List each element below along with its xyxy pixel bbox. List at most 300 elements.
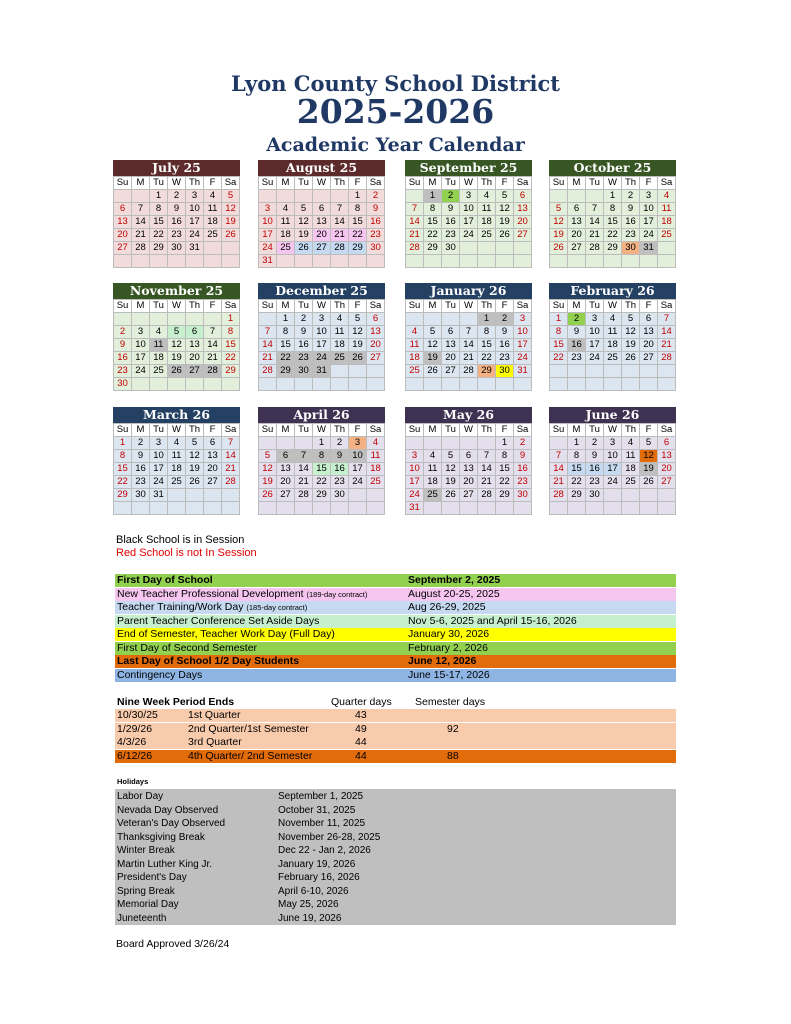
day-cell <box>478 242 496 255</box>
day-cell: 20 <box>204 463 222 476</box>
day-cell: 7 <box>204 326 222 339</box>
day-cell: 1 <box>313 437 331 450</box>
day-cell: 18 <box>622 463 640 476</box>
weekday-label: F <box>204 300 222 313</box>
day-cell: 20 <box>640 339 658 352</box>
day-cell <box>460 242 478 255</box>
key-date-row <box>115 574 676 587</box>
day-cell: 9 <box>622 203 640 216</box>
quarter-row <box>115 750 676 763</box>
month-title: September 25 <box>405 160 532 176</box>
day-cell: 21 <box>132 229 150 242</box>
day-cell: 1 <box>277 313 295 326</box>
day-cell: 23 <box>496 352 514 365</box>
day-cell: 5 <box>550 203 568 216</box>
day-cell <box>604 365 622 378</box>
weekday-label: W <box>313 300 331 313</box>
day-cell: 12 <box>168 339 186 352</box>
weekday-label: F <box>204 177 222 190</box>
holiday-row <box>115 898 676 911</box>
day-cell: 23 <box>586 476 604 489</box>
day-cell: 5 <box>640 437 658 450</box>
holiday-date: June 19, 2026 <box>278 912 342 924</box>
holiday-row <box>115 831 676 844</box>
day-cell <box>658 242 676 255</box>
day-cell: 28 <box>406 242 424 255</box>
holiday-date: February 16, 2026 <box>278 872 360 883</box>
day-cell <box>295 190 313 203</box>
day-cell <box>442 502 460 515</box>
key-date-note: (185-day contract) <box>246 603 308 612</box>
day-cell: 23 <box>442 229 460 242</box>
weekday-label: W <box>604 300 622 313</box>
key-date-label-text: End of Semester, Teacher Work Day (Full Day) <box>117 628 335 640</box>
holiday-name: Nevada Day Observed <box>117 804 219 816</box>
day-cell <box>168 313 186 326</box>
weekday-label: Tu <box>295 177 313 190</box>
weekday-label: Th <box>186 300 204 313</box>
day-cell: 18 <box>604 339 622 352</box>
day-cell <box>568 190 586 203</box>
day-cell: 26 <box>424 365 442 378</box>
day-cell <box>496 502 514 515</box>
day-cell: 11 <box>150 339 168 352</box>
day-cell: 27 <box>114 242 132 255</box>
day-cell: 28 <box>295 489 313 502</box>
day-cell: 9 <box>132 450 150 463</box>
holiday-date: November 26-28, 2025 <box>278 831 381 843</box>
day-cell <box>604 489 622 502</box>
day-cell <box>313 378 331 391</box>
weekday-label: M <box>277 177 295 190</box>
month-title: March 26 <box>113 407 240 423</box>
day-cell <box>460 313 478 326</box>
day-cell: 15 <box>478 339 496 352</box>
month-5 <box>258 283 385 391</box>
day-cell <box>132 502 150 515</box>
weekday-label: M <box>568 177 586 190</box>
day-cell: 20 <box>568 229 586 242</box>
day-cell <box>550 378 568 391</box>
day-cell: 6 <box>367 313 385 326</box>
day-cell: 10 <box>640 203 658 216</box>
day-cell: 27 <box>313 242 331 255</box>
day-cell: 7 <box>550 450 568 463</box>
legend-not-in-session: Red School is not In Session <box>116 547 257 559</box>
day-cell: 10 <box>132 339 150 352</box>
month-0 <box>113 160 240 268</box>
day-cell: 29 <box>150 242 168 255</box>
day-cell: 5 <box>259 450 277 463</box>
day-cell: 18 <box>204 216 222 229</box>
day-cell: 9 <box>496 326 514 339</box>
day-cell: 31 <box>640 242 658 255</box>
day-cell <box>514 242 532 255</box>
day-cell: 24 <box>132 365 150 378</box>
day-cell <box>622 255 640 268</box>
day-cell <box>222 378 240 391</box>
quarters-heading: Nine Week Period Ends <box>117 696 235 708</box>
day-cell: 7 <box>295 450 313 463</box>
day-cell: 13 <box>186 339 204 352</box>
day-cell: 21 <box>460 352 478 365</box>
day-cell: 29 <box>496 489 514 502</box>
day-cell <box>550 365 568 378</box>
day-cell: 16 <box>442 216 460 229</box>
day-cell: 13 <box>514 203 532 216</box>
quarter-qdays: 43 <box>355 709 367 721</box>
day-cell <box>367 378 385 391</box>
weekday-label: Tu <box>150 424 168 437</box>
day-cell: 24 <box>349 476 367 489</box>
day-cell <box>658 489 676 502</box>
day-cell: 7 <box>478 450 496 463</box>
day-cell: 18 <box>168 463 186 476</box>
day-cell: 19 <box>295 229 313 242</box>
day-cell <box>640 502 658 515</box>
holiday-name: President's Day <box>117 872 187 883</box>
day-cell <box>496 255 514 268</box>
day-cell: 31 <box>514 365 532 378</box>
month-4 <box>113 283 240 391</box>
day-cell: 9 <box>514 450 532 463</box>
day-cell <box>442 437 460 450</box>
day-cell: 17 <box>349 463 367 476</box>
day-cell: 30 <box>496 365 514 378</box>
day-cell: 28 <box>132 242 150 255</box>
month-title: August 25 <box>258 160 385 176</box>
day-cell: 18 <box>367 463 385 476</box>
day-cell: 6 <box>204 437 222 450</box>
day-cell: 26 <box>640 476 658 489</box>
key-date-label <box>117 669 202 682</box>
key-date-label <box>117 615 319 628</box>
day-cell <box>222 255 240 268</box>
day-cell: 18 <box>478 216 496 229</box>
day-cell: 23 <box>132 476 150 489</box>
month-7 <box>549 283 676 391</box>
day-cell: 17 <box>406 476 424 489</box>
day-cell <box>259 313 277 326</box>
weekday-label: M <box>424 177 442 190</box>
day-cell <box>658 255 676 268</box>
day-cell: 5 <box>349 313 367 326</box>
day-cell: 2 <box>442 190 460 203</box>
day-cell: 3 <box>259 203 277 216</box>
day-cell <box>550 437 568 450</box>
day-cell: 27 <box>640 352 658 365</box>
day-cell: 1 <box>424 190 442 203</box>
day-cell: 29 <box>424 242 442 255</box>
weekday-label: M <box>132 300 150 313</box>
day-cell <box>442 313 460 326</box>
day-cell: 24 <box>259 242 277 255</box>
weekday-label: M <box>568 424 586 437</box>
day-cell: 9 <box>568 326 586 339</box>
day-cell <box>460 378 478 391</box>
day-cell: 19 <box>168 352 186 365</box>
day-cell: 25 <box>658 229 676 242</box>
day-cell: 7 <box>406 203 424 216</box>
day-cell: 8 <box>114 450 132 463</box>
day-cell: 29 <box>313 489 331 502</box>
weekday-label: F <box>496 300 514 313</box>
day-cell: 24 <box>186 229 204 242</box>
key-date-label <box>117 642 257 655</box>
day-cell <box>604 255 622 268</box>
day-cell: 8 <box>349 203 367 216</box>
day-cell: 26 <box>186 476 204 489</box>
day-cell: 10 <box>186 203 204 216</box>
day-cell <box>222 489 240 502</box>
day-cell: 21 <box>222 463 240 476</box>
day-cell: 12 <box>496 203 514 216</box>
day-cell <box>331 255 349 268</box>
day-cell: 22 <box>550 352 568 365</box>
day-cell: 20 <box>460 476 478 489</box>
day-cell <box>186 313 204 326</box>
day-cell <box>349 489 367 502</box>
day-cell <box>406 378 424 391</box>
day-cell <box>424 502 442 515</box>
day-cell: 19 <box>622 339 640 352</box>
day-cell <box>313 255 331 268</box>
day-cell: 28 <box>259 365 277 378</box>
holiday-name: Veteran's Day Observed <box>117 818 226 829</box>
day-cell <box>424 437 442 450</box>
day-cell: 11 <box>204 203 222 216</box>
day-cell: 5 <box>496 190 514 203</box>
day-cell: 8 <box>313 450 331 463</box>
weekday-label: W <box>313 424 331 437</box>
day-cell: 7 <box>331 203 349 216</box>
day-cell: 22 <box>604 229 622 242</box>
day-cell: 28 <box>460 365 478 378</box>
day-cell: 13 <box>204 450 222 463</box>
day-cell: 6 <box>568 203 586 216</box>
day-cell: 1 <box>550 313 568 326</box>
holiday-date: May 25, 2026 <box>278 899 339 910</box>
key-date-value: February 2, 2026 <box>408 641 488 654</box>
day-cell: 22 <box>349 229 367 242</box>
month-title: July 25 <box>113 160 240 176</box>
day-cell: 17 <box>604 463 622 476</box>
day-cell: 6 <box>514 190 532 203</box>
day-cell: 13 <box>568 216 586 229</box>
day-cell <box>586 502 604 515</box>
key-date-label <box>117 628 335 641</box>
day-cell: 17 <box>150 463 168 476</box>
holiday-row <box>115 912 676 925</box>
day-cell: 23 <box>331 476 349 489</box>
weekday-label: Tu <box>295 300 313 313</box>
school-years: 2025-2026 <box>296 92 495 131</box>
day-cell <box>622 365 640 378</box>
day-cell: 22 <box>568 476 586 489</box>
day-cell: 18 <box>424 476 442 489</box>
key-date-value: August 20-25, 2025 <box>408 587 500 600</box>
day-cell <box>222 242 240 255</box>
day-cell: 21 <box>586 229 604 242</box>
day-cell: 4 <box>331 313 349 326</box>
weekday-label: W <box>168 424 186 437</box>
day-cell: 4 <box>658 190 676 203</box>
day-cell <box>367 489 385 502</box>
day-cell: 2 <box>514 437 532 450</box>
day-cell: 12 <box>295 216 313 229</box>
day-cell: 2 <box>586 437 604 450</box>
day-cell: 5 <box>186 437 204 450</box>
key-date-value: June 15-17, 2026 <box>408 668 490 681</box>
day-cell: 20 <box>514 216 532 229</box>
day-cell: 14 <box>406 216 424 229</box>
key-date-label-text: Contingency Days <box>117 668 203 681</box>
weekday-label: W <box>313 177 331 190</box>
day-cell: 28 <box>222 476 240 489</box>
day-cell: 14 <box>259 339 277 352</box>
day-cell: 8 <box>150 203 168 216</box>
weekday-label: Su <box>114 177 132 190</box>
month-1 <box>258 160 385 268</box>
day-cell: 5 <box>622 313 640 326</box>
day-cell: 29 <box>349 242 367 255</box>
semester-days-heading: Semester days <box>415 696 486 708</box>
day-cell: 25 <box>424 489 442 502</box>
key-date-row <box>115 655 676 668</box>
day-cell: 26 <box>496 229 514 242</box>
day-cell <box>586 378 604 391</box>
month-title: February 26 <box>549 283 676 299</box>
weekday-label: Su <box>406 177 424 190</box>
day-cell <box>514 502 532 515</box>
quarter-qdays: 49 <box>355 722 367 735</box>
day-cell: 13 <box>658 450 676 463</box>
day-cell: 12 <box>259 463 277 476</box>
day-cell: 17 <box>640 216 658 229</box>
day-cell <box>168 489 186 502</box>
weekday-label: Sa <box>222 424 240 437</box>
weekday-label: F <box>640 300 658 313</box>
month-10 <box>405 407 532 515</box>
weekday-label: Sa <box>367 424 385 437</box>
day-cell: 21 <box>658 339 676 352</box>
day-cell: 23 <box>568 352 586 365</box>
day-cell <box>640 489 658 502</box>
day-cell: 25 <box>604 352 622 365</box>
day-cell: 17 <box>313 339 331 352</box>
day-cell <box>460 502 478 515</box>
weekday-label: M <box>132 177 150 190</box>
day-cell: 9 <box>331 450 349 463</box>
key-date-row <box>115 588 676 601</box>
quarter-name: 3rd Quarter <box>188 736 242 748</box>
day-cell: 19 <box>496 216 514 229</box>
holiday-row <box>115 858 676 871</box>
day-cell <box>204 502 222 515</box>
day-cell: 1 <box>222 313 240 326</box>
day-cell <box>331 365 349 378</box>
day-cell: 26 <box>295 242 313 255</box>
day-cell <box>568 502 586 515</box>
day-cell <box>114 255 132 268</box>
day-cell: 3 <box>313 313 331 326</box>
day-cell <box>442 378 460 391</box>
day-cell: 4 <box>277 203 295 216</box>
day-cell: 17 <box>460 216 478 229</box>
day-cell <box>259 378 277 391</box>
day-cell: 20 <box>442 352 460 365</box>
day-cell: 8 <box>277 326 295 339</box>
day-cell: 8 <box>222 326 240 339</box>
quarter-row <box>115 723 676 736</box>
day-cell: 30 <box>514 489 532 502</box>
key-date-label-text: First Day of School <box>117 574 213 586</box>
weekday-label: Th <box>331 177 349 190</box>
day-cell: 2 <box>622 190 640 203</box>
day-cell <box>568 365 586 378</box>
quarter-name: 2nd Quarter/1st Semester <box>188 722 309 735</box>
day-cell: 22 <box>222 352 240 365</box>
weekday-label: Th <box>478 300 496 313</box>
day-cell: 7 <box>460 326 478 339</box>
day-cell: 9 <box>442 203 460 216</box>
day-cell <box>114 502 132 515</box>
day-cell: 14 <box>295 463 313 476</box>
district-name: Lyon County School District <box>230 71 561 96</box>
holiday-row <box>115 885 676 898</box>
weekday-label: Sa <box>367 177 385 190</box>
day-cell: 25 <box>204 229 222 242</box>
day-cell: 3 <box>186 190 204 203</box>
day-cell: 26 <box>168 365 186 378</box>
day-cell: 11 <box>604 326 622 339</box>
day-cell: 3 <box>640 190 658 203</box>
day-cell: 28 <box>586 242 604 255</box>
day-cell: 16 <box>496 339 514 352</box>
day-cell: 14 <box>132 216 150 229</box>
day-cell: 5 <box>168 326 186 339</box>
day-cell <box>204 242 222 255</box>
weekday-label: F <box>349 177 367 190</box>
month-title: November 25 <box>113 283 240 299</box>
quarter-date: 4/3/26 <box>117 736 147 748</box>
quarter-qdays: 44 <box>355 749 367 762</box>
day-cell: 15 <box>550 339 568 352</box>
day-cell <box>277 255 295 268</box>
day-cell: 10 <box>150 450 168 463</box>
day-cell: 2 <box>295 313 313 326</box>
quarter-days-heading: Quarter days <box>331 696 392 708</box>
day-cell <box>406 255 424 268</box>
day-cell: 8 <box>424 203 442 216</box>
day-cell: 12 <box>424 339 442 352</box>
day-cell: 20 <box>114 229 132 242</box>
day-cell: 16 <box>514 463 532 476</box>
day-cell: 22 <box>150 229 168 242</box>
month-8 <box>113 407 240 515</box>
day-cell: 19 <box>424 352 442 365</box>
day-cell: 25 <box>622 476 640 489</box>
day-cell: 11 <box>478 203 496 216</box>
day-cell: 4 <box>168 437 186 450</box>
day-cell <box>367 365 385 378</box>
weekday-label: Sa <box>658 177 676 190</box>
day-cell: 29 <box>604 242 622 255</box>
day-cell: 17 <box>259 229 277 242</box>
day-cell <box>331 502 349 515</box>
day-cell <box>277 502 295 515</box>
day-cell: 6 <box>658 437 676 450</box>
